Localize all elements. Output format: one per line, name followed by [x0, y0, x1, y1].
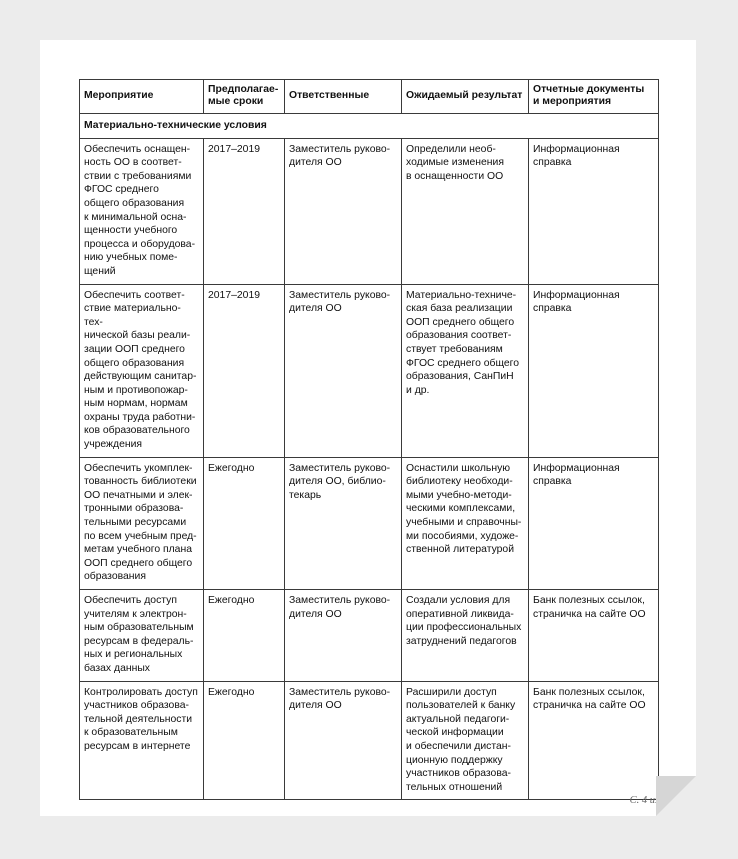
deadline-cell: 2017–2019	[204, 138, 285, 284]
responsible-cell: Заместитель руково- дителя ОО	[285, 681, 402, 800]
section-row	[80, 114, 659, 139]
responsible-cell: Заместитель руково- дителя ОО	[285, 138, 402, 284]
plan-table	[79, 79, 659, 800]
result-cell: Определили необ- ходимые изменения в оснащенности ОО	[402, 138, 529, 284]
header-deadline: Предполагае- мые сроки	[204, 80, 285, 114]
responsible-cell: Заместитель руково- дителя ОО, библио- текарь	[285, 457, 402, 589]
header-result: Ожидаемый результат	[402, 80, 529, 114]
page-fold-corner	[656, 776, 696, 816]
table-row	[80, 681, 659, 800]
documents-cell: Информационная справка	[529, 284, 659, 457]
event-cell: Обеспечить доступ учителям к электрон- ным образовательным ресурсам в федераль- ных и региональных базах данных	[80, 590, 204, 682]
event-cell: Обеспечить соответ- ствие материально-тех- нической базы реали- зации ООП среднего общего образования действующим санитар- ным и противопожар- ным нормам, нормам охраны труда работни- ков образовательного учреждения	[80, 284, 204, 457]
table-row	[80, 457, 659, 589]
event-cell: Обеспечить укомплек- тованность библиотеки ОО печатными и элек- тронными образова- тельными ресурсами по всем учебным пред- метам учебного плана ООП среднего общего образования	[80, 457, 204, 589]
table-header-row	[80, 80, 659, 114]
result-cell: Материально-техниче- ская база реализации ООП среднего общего образования соответ- ствует требованиям ФГОС среднего общего образования, СанПиН и др.	[402, 284, 529, 457]
result-cell: Создали условия для оперативной ликвида- ции профессиональных затруднений педагогов	[402, 590, 529, 682]
event-cell: Обеспечить оснащен- ность ОО в соответ- ствии с требованиями ФГОС среднего общего образования к минимальной осна- щенности учебного процесса и оборудова- нию учебных поме- щений	[80, 138, 204, 284]
header-documents: Отчетные документы и мероприятия	[529, 80, 659, 114]
documents-cell: Информационная справка	[529, 457, 659, 589]
responsible-cell: Заместитель руково- дителя ОО	[285, 284, 402, 457]
documents-cell: Банк полезных ссылок, страничка на сайте ОО	[529, 681, 659, 800]
deadline-cell: Ежегодно	[204, 681, 285, 800]
result-cell: Оснастили школьную библиотеку необходи- мыми учебно-методи- ческими комплексами, учебными и справочны- ми пособиями, художе- ственной литературой	[402, 457, 529, 589]
responsible-cell: Заместитель руково- дителя ОО	[285, 590, 402, 682]
header-responsible: Ответственные	[285, 80, 402, 114]
header-event: Мероприятие	[80, 80, 204, 114]
table-row	[80, 284, 659, 457]
document-page	[40, 40, 696, 816]
section-title: Материально-технические условия	[80, 114, 659, 139]
deadline-cell: Ежегодно	[204, 590, 285, 682]
table-row	[80, 138, 659, 284]
result-cell: Расширили доступ пользователей к банку актуальной педагоги- ческой информации и обеспечили дистан- ционную поддержку участников образова- тельных отношений	[402, 681, 529, 800]
documents-cell: Информационная справка	[529, 138, 659, 284]
documents-cell: Банк полезных ссылок, страничка на сайте ОО	[529, 590, 659, 682]
deadline-cell: Ежегодно	[204, 457, 285, 589]
event-cell: Контролировать доступ участников образова- тельной деятельности к образовательным ресурсам в интернете	[80, 681, 204, 800]
table-row	[80, 590, 659, 682]
deadline-cell: 2017–2019	[204, 284, 285, 457]
page-number: С. 4 из 5	[629, 795, 667, 806]
